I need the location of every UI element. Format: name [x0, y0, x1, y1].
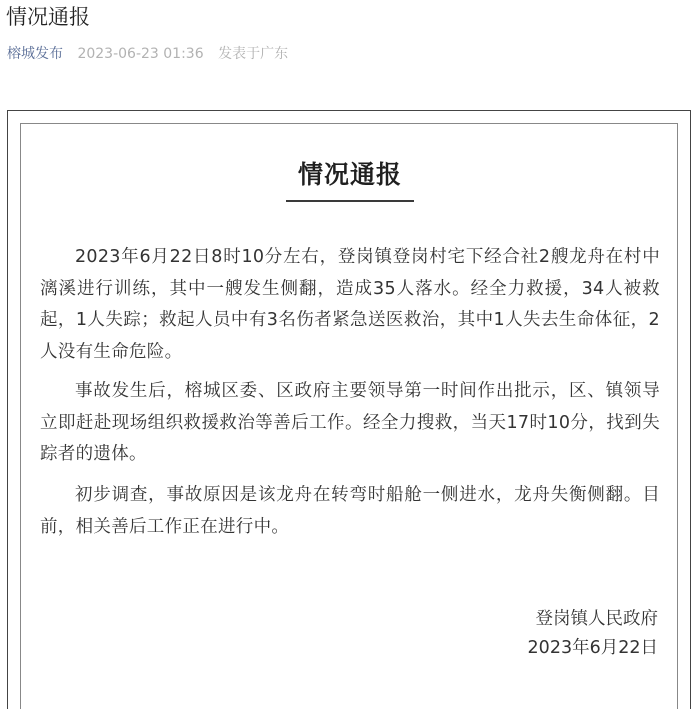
- article-meta: [7, 44, 288, 64]
- signature-date: 2023年6月22日: [527, 638, 658, 658]
- author-link[interactable]: 榕城发布: [7, 46, 63, 62]
- publish-location: 发表于广东: [218, 46, 289, 62]
- article-title: 情况通报: [6, 5, 90, 29]
- signature-organization: 登岗镇人民政府: [535, 609, 658, 629]
- notice-paragraph-3: 初步调查，事故原因是该龙舟在转弯时船舱一侧进水，龙舟失衡侧翻。目前，相关善后工作正在进行中。: [40, 485, 660, 537]
- notice-paragraph-1: 2023年6月22日8时10分左右，登岗镇登岗村宅下经合社2艘龙舟在村中漓溪进行训练，其中一艘发生侧翻，造成35人落水。经全力救援，34人被救起，1人失踪；救起人员中有3名伤者紧急送医救治，其中1人失去生命体征，2人没有生命危险。: [40, 247, 660, 362]
- publish-date: 2023-06-23 01:36: [77, 46, 204, 62]
- notice-heading: 情况通报: [286, 148, 414, 202]
- notice-paragraph-2: 事故发生后，榕城区委、区政府主要领导第一时间作出批示，区、镇领导立即赶赴现场组织救援救治等善后工作。经全力搜救，当天17时10分，找到失踪者的遗体。: [40, 381, 660, 464]
